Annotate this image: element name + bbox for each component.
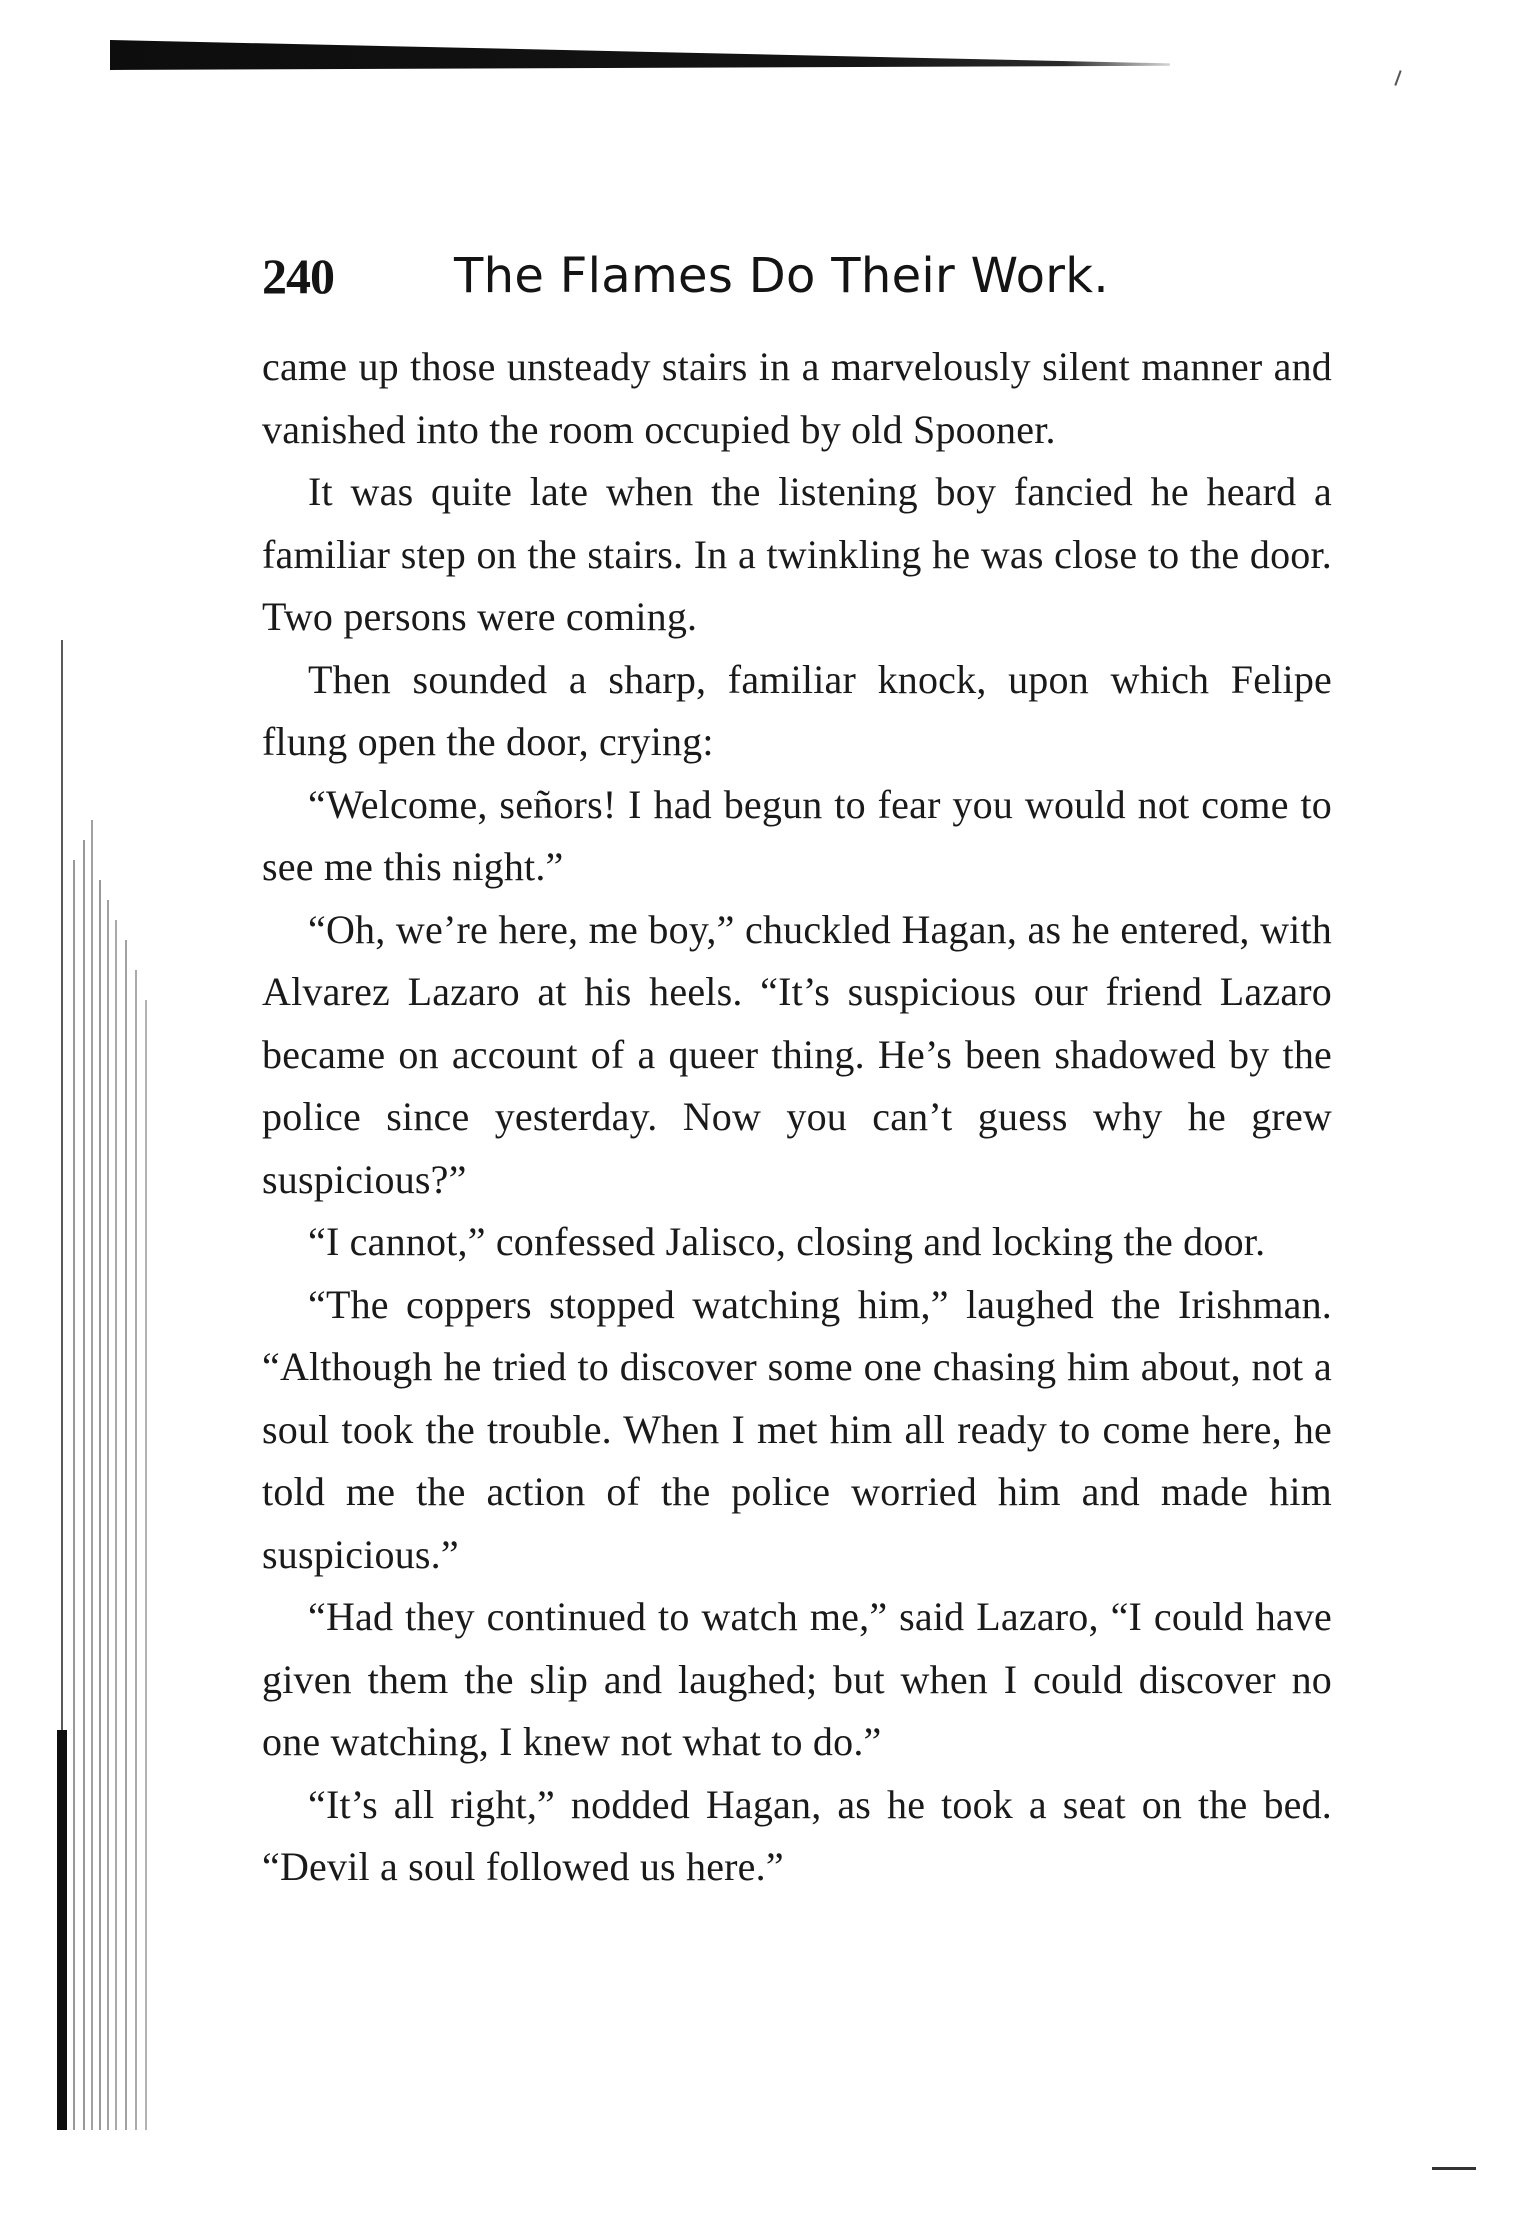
top-scan-rule	[110, 40, 1170, 70]
paragraph: It was quite late when the listening boy fancied he heard a familiar step on the stairs. In a twinkling he was close to the door. Two persons were coming.	[262, 469, 1332, 639]
paragraph: “Welcome, señors! I had begun to fear you would not come to see me this night.”	[262, 781, 1332, 889]
running-title: The Flames Do Their Work.	[454, 248, 1109, 304]
paragraph: “Oh, we’re here, me boy,” chuckled Hagan, as he entered, with Alvarez Lazaro at his heels. “It’s suspicious our friend Lazaro became on account of a queer thing. He’s been shadowed by the police since yesterday. Now you can’t guess why he grew suspicious?”	[262, 906, 1332, 1202]
paragraph: Then sounded a sharp, familiar knock, upon which Felipe flung open the door, crying:	[262, 656, 1332, 764]
paragraph-continued: came up those unsteady stairs in a marvelously silent manner and vanished into the room occupied by old Spooner.	[262, 344, 1332, 452]
paragraph: “I cannot,” confessed Jalisco, closing and locking the door.	[308, 1219, 1266, 1264]
page-number: 240	[262, 248, 334, 304]
paragraph: “Had they continued to watch me,” said Lazaro, “I could have given them the slip and laughed; but when I could discover no one watching, I knew not what to do.”	[262, 1594, 1332, 1764]
body-text	[262, 336, 1332, 1899]
bottom-scan-mark	[1432, 2167, 1476, 2170]
binding-edge-lines	[52, 640, 152, 2130]
corner-scan-mark	[1394, 70, 1401, 86]
page-header	[262, 236, 1332, 316]
paragraph: “The coppers stopped watching him,” laughed the Irishman. “Although he tried to discover some one chasing him about, not a soul took the trouble. When I met him all ready to come here, he told me the action of the police worried him and made him suspicious.”	[262, 1281, 1332, 1577]
paragraph: “It’s all right,” nodded Hagan, as he took a seat on the bed. “Devil a soul followed us here.”	[262, 1781, 1332, 1889]
